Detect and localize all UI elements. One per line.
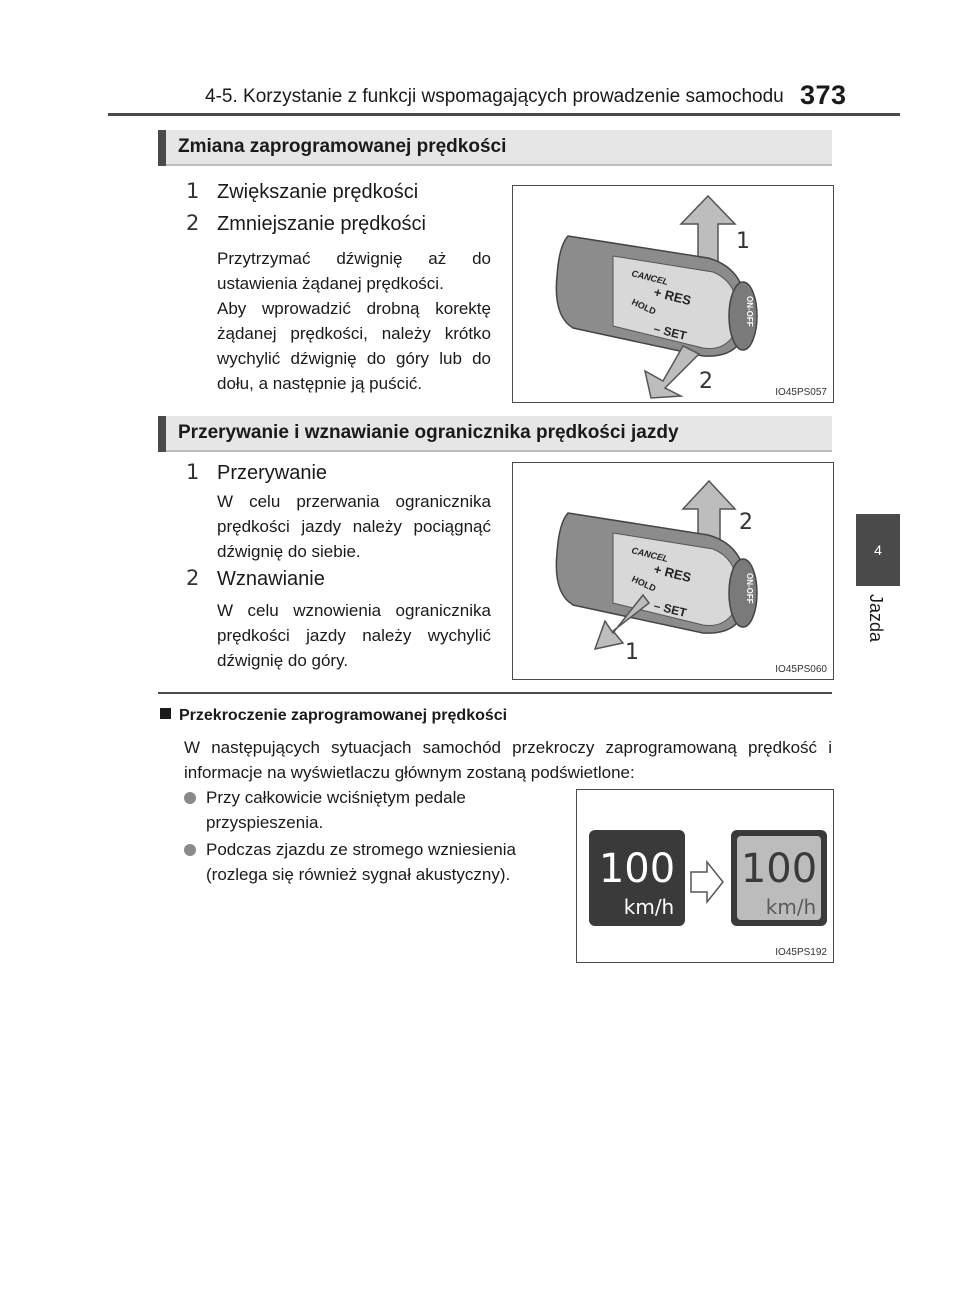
lever-illustration [513,463,833,679]
svg-text:– SET: – SET [652,598,689,620]
svg-text:2: 2 [739,510,753,535]
bullet-icon [184,843,196,861]
svg-text:HOLD: HOLD [630,296,658,317]
section-title: Zmiana zaprogramowanej prędkości [178,136,507,157]
subsection-heading: Przekroczenie zaprogramowanej prędkości [160,707,507,725]
figure-code: IO45PS192 [775,947,827,958]
item-number: 1 [186,179,200,203]
chapter-tab: 4 [856,514,900,586]
svg-text:+ RES: + RES [652,561,693,586]
svg-text:HOLD: HOLD [630,573,658,594]
figure-speed-display [576,789,834,963]
section-title: Przerywanie i wznawianie ogranicznika prędkości jazdy [178,422,679,443]
item-title: Zmniejszanie prędkości [217,213,426,235]
svg-text:km/h: km/h [623,895,675,919]
running-head: 4-5. Korzystanie z funkcji wspomagających prowadzenie samochodu [205,86,784,107]
bullet-icon [184,791,196,809]
item-title: Wznawianie [217,568,325,590]
arrow-right-icon [691,862,723,902]
item-title: Zwiększanie prędkości [217,181,419,203]
item-number: 2 [186,566,200,590]
figure-code: IO45PS057 [775,387,827,398]
paragraph: W następujących sytuacjach samochód przekroczy zaprogramowaną prędkość i informacje na wyświetlaczu głównym zostaną podświetlone: [184,738,832,782]
bullet-item: Przy całkowicie wciśniętym pedale przyspieszenia. [206,788,466,832]
item-title: Przerywanie [217,462,328,484]
section-divider [158,692,832,694]
svg-text:100: 100 [598,846,676,892]
svg-text:1: 1 [736,229,750,254]
page-number: 373 [800,80,847,110]
figure-lever-speed-change [512,185,834,403]
section-header-change-speed [158,130,832,166]
svg-text:CANCEL: CANCEL [630,545,670,565]
svg-text:km/h: km/h [765,895,817,919]
chapter-label: Jazda [866,594,886,643]
figure-code: IO45PS060 [775,664,827,675]
svg-text:1: 1 [625,640,639,665]
figure-lever-interrupt-resume [512,462,834,680]
svg-text:ON-OFF: ON-OFF [745,296,754,327]
paragraph: W celu przerwania ogranicznika prędkości jazdy należy pociągnąć dźwignię do siebie. [217,492,491,561]
section-marker [158,130,166,166]
svg-text:2: 2 [699,369,713,394]
speed-display-illustration [577,790,833,962]
svg-text:CANCEL: CANCEL [630,268,670,288]
section-marker [158,416,166,452]
svg-text:100: 100 [740,846,818,892]
item-number: 2 [186,211,200,235]
svg-text:ON-OFF: ON-OFF [745,573,754,604]
svg-text:+ RES: + RES [652,284,693,309]
square-bullet-icon [160,708,171,719]
section-header-interrupt-resume [158,416,832,452]
paragraph: W celu wznowienia ogranicznika prędkości jazdy należy wychylić dźwignię do góry. [217,601,491,670]
svg-text:– SET: – SET [652,321,689,343]
paragraph: Aby wprowadzić drobną korektę żądanej prędkości, należy krótko wychylić dźwignię do góry lub do dołu, a następnie ją puścić. [217,299,491,393]
lever-illustration [513,186,833,402]
bullet-item: Podczas zjazdu ze stromego wzniesienia (rozlega się również sygnał akustyczny). [206,840,516,884]
header-rule [108,113,900,116]
arrow-down-icon [645,346,699,398]
item-number: 1 [186,460,200,484]
paragraph: Przytrzymać dźwignię aż do ustawienia żądanej prędkości. [217,249,491,293]
